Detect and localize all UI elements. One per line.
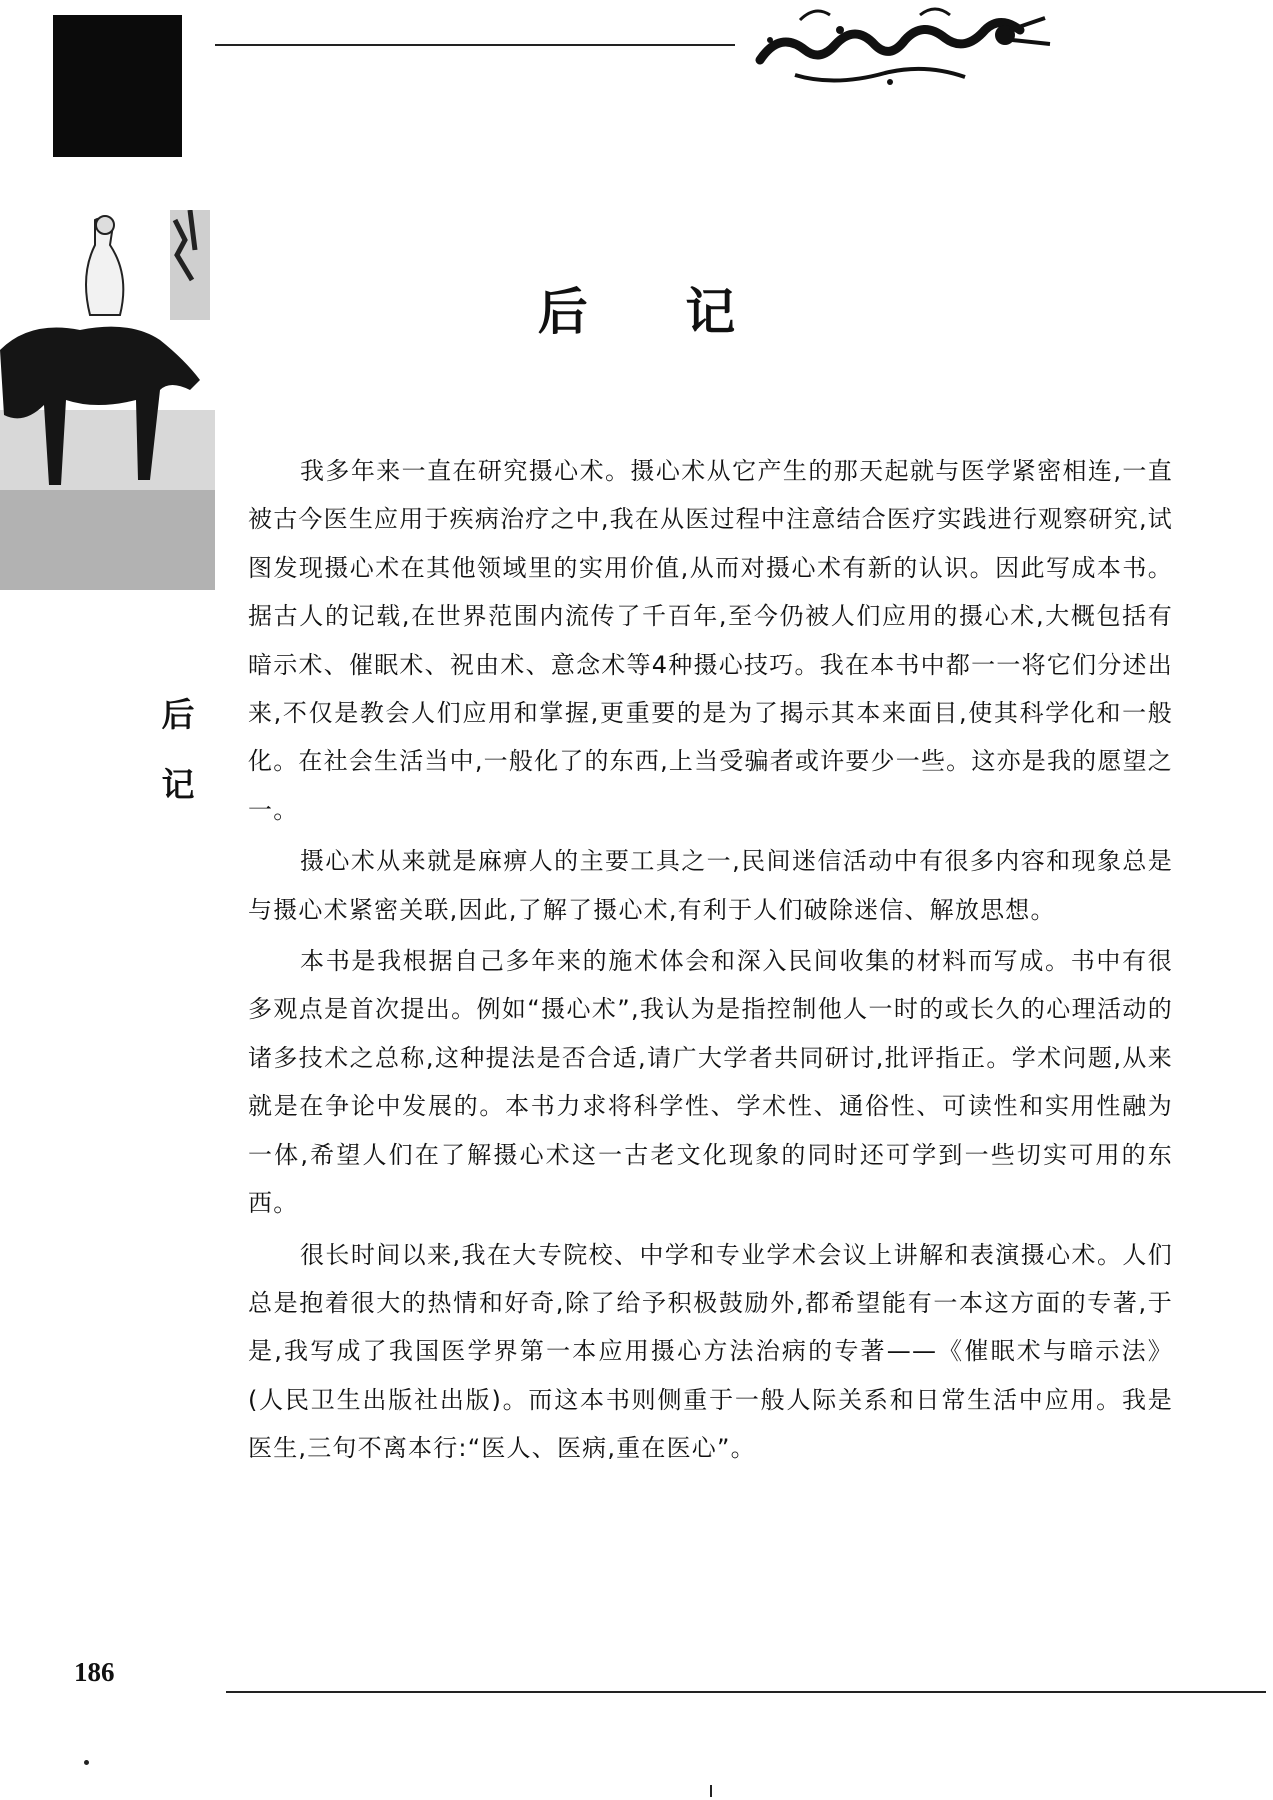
page-title: 后 记 [537, 282, 776, 341]
dragon-ornament-icon [740, 0, 1070, 95]
paragraph-1: 我多年来一直在研究摄心术。摄心术从它产生的那天起就与医学紧密相连,一直被古今医生应用于疾病治疗之中,我在从医过程中注意结合医疗实践进行观察研究,试图发现摄心术在其他领域里的实用价值,从而对摄心术有新的认识。因此写成本书。据古人的记载,在世界范围内流传了千百年,至今仍被人们应用的摄心术,大概包括有暗示术、催眠术、祝由术、意念术等4种摄心技巧。我在本书中都一一将它们分述出来,不仅是教会人们应用和掌握,更重要的是为了揭示其本来面目,使其科学化和一般化。在社会生活当中,一般化了的东西,上当受骗者或许要少一些。这亦是我的愿望之一。 [248, 457, 1173, 824]
side-heading-char-1: 后 [161, 695, 195, 734]
paragraph-3: 本书是我根据自己多年来的施术体会和深入民间收集的材料而写成。书中有很多观点是首次提出。例如“摄心术”,我认为是指控制他人一时的或长久的心理活动的诸多技术之总称,这种提法是否合适,请广大学者共同研讨,批评指正。学术问题,从来就是在争论中发展的。本书力求将科学性、学术性、通俗性、可读性和实用性融为一体,希望人们在了解摄心术这一古老文化现象的同时还可学到一些切实可用的东西。 [248, 947, 1173, 1218]
side-heading-char-2: 记 [161, 765, 195, 804]
footer-rule [226, 1691, 1266, 1693]
figure-riding-ox-illustration-icon [0, 210, 215, 590]
side-heading [158, 680, 198, 820]
paragraph-4: 很长时间以来,我在大专院校、中学和专业学术会议上讲解和表演摄心术。人们总是抱着很大的热情和好奇,除了给予积极鼓励外,都希望能有一本这方面的专著,于是,我写成了我国医学界第一本应用摄心方法治病的专著——《催眠术与暗示法》(人民卫生出版社出版)。而这本书则侧重于一般人际关系和日常生活中应用。我是医生,三句不离本行:“医人、医病,重在医心”。 [248, 1240, 1173, 1463]
body-text [248, 447, 1173, 1476]
page-speck [84, 1760, 89, 1765]
header-rule [215, 44, 735, 46]
paragraph-2: 摄心术从来就是麻痹人的主要工具之一,民间迷信活动中有很多内容和现象总是与摄心术紧密关联,因此,了解了摄心术,有利于人们破除迷信、解放思想。 [248, 847, 1173, 924]
page-number: 186 [74, 1657, 115, 1687]
header-black-block [53, 15, 182, 157]
page-speck [710, 1785, 712, 1797]
